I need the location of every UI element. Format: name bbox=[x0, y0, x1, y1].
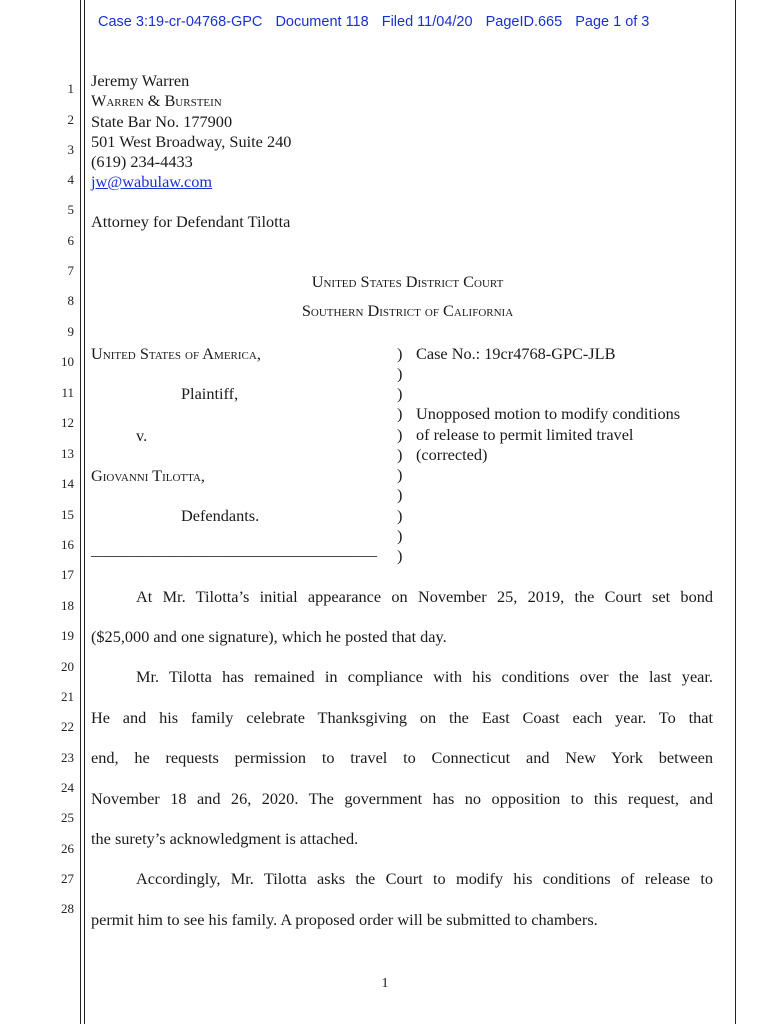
page-number: 1 bbox=[381, 976, 389, 991]
state-bar-number: State Bar No. 177900 bbox=[91, 112, 233, 131]
motion-title-line: of release to permit limited travel bbox=[416, 425, 634, 444]
document-number-header: Document 118 bbox=[275, 14, 369, 30]
body-line: Mr. Tilotta has remained in compliance with his conditions over the last year. bbox=[136, 667, 713, 686]
defendant-label: Defendants. bbox=[181, 506, 260, 525]
caption-underline: ____________________________________ bbox=[91, 540, 377, 559]
page-count-header: Page 1 of 3 bbox=[575, 14, 650, 30]
court-district: Southern District of California bbox=[301, 301, 514, 320]
caption-paren: ) bbox=[397, 506, 403, 525]
case-number-header: Case 3:19-cr-04768-GPC bbox=[98, 14, 263, 30]
attorney-role: Attorney for Defendant Tilotta bbox=[91, 212, 291, 231]
right-margin-rule bbox=[735, 0, 736, 1024]
line-number: 26 bbox=[61, 841, 74, 856]
line-number: 13 bbox=[61, 446, 74, 461]
line-number: 24 bbox=[61, 780, 74, 795]
caption-paren: ) bbox=[397, 344, 403, 363]
caption-paren: ) bbox=[397, 364, 403, 383]
line-number: 22 bbox=[61, 719, 74, 734]
ecf-header bbox=[98, 14, 658, 30]
line-number: 18 bbox=[61, 598, 74, 613]
line-number: 5 bbox=[67, 202, 74, 217]
line-number: 17 bbox=[61, 567, 74, 582]
motion-title-line: (corrected) bbox=[416, 445, 488, 464]
attorney-email-link[interactable]: jw@wabulaw.com bbox=[91, 172, 213, 191]
line-number: 1 bbox=[67, 81, 74, 96]
attorney-phone: (619) 234-4433 bbox=[91, 152, 193, 171]
plaintiff-party: United States of America, bbox=[91, 344, 261, 363]
left-margin-rule-inner bbox=[84, 0, 85, 1024]
left-margin-rule bbox=[80, 0, 81, 1024]
defendant-party: Giovanni Tilotta, bbox=[91, 466, 206, 485]
line-number: 15 bbox=[61, 507, 74, 522]
caption-paren: ) bbox=[397, 445, 403, 464]
line-number: 16 bbox=[61, 537, 74, 552]
line-number: 20 bbox=[61, 659, 74, 674]
line-number: 27 bbox=[61, 871, 74, 886]
line-number: 19 bbox=[61, 628, 74, 643]
line-number: 10 bbox=[61, 354, 74, 369]
line-number: 4 bbox=[67, 172, 74, 187]
caption-paren: ) bbox=[397, 485, 403, 504]
body-line: November 18 and 26, 2020. The government has no opposition to this request, and bbox=[91, 789, 713, 808]
line-number: 7 bbox=[67, 263, 74, 278]
filed-date-header: Filed 11/04/20 bbox=[381, 14, 473, 30]
line-number: 12 bbox=[61, 415, 74, 430]
body-line: the surety’s acknowledgment is attached. bbox=[91, 829, 359, 848]
court-name: United States District Court bbox=[311, 272, 504, 291]
case-number: Case No.: 19cr4768-GPC-JLB bbox=[416, 344, 616, 363]
body-line: At Mr. Tilotta’s initial appearance on November 25, 2019, the Court set bond bbox=[136, 587, 713, 606]
caption-paren: ) bbox=[397, 546, 403, 565]
line-number: 2 bbox=[67, 112, 74, 127]
line-number: 3 bbox=[67, 142, 74, 157]
caption-paren: ) bbox=[397, 425, 403, 444]
line-number: 14 bbox=[61, 476, 74, 491]
firm-name: Warren & Burstein bbox=[91, 91, 222, 110]
line-number: 23 bbox=[61, 750, 74, 765]
motion-title-line: Unopposed motion to modify conditions bbox=[416, 404, 681, 423]
attorney-name: Jeremy Warren bbox=[91, 71, 190, 90]
body-line: ($25,000 and one signature), which he posted that day. bbox=[91, 627, 447, 646]
plaintiff-label: Plaintiff, bbox=[181, 384, 239, 403]
line-number: 8 bbox=[67, 293, 74, 308]
attorney-address: 501 West Broadway, Suite 240 bbox=[91, 132, 292, 151]
body-line: end, he requests permission to travel to Connecticut and New York between bbox=[91, 748, 713, 767]
line-number: 25 bbox=[61, 810, 74, 825]
line-number: 6 bbox=[67, 233, 74, 248]
line-number: 11 bbox=[61, 385, 74, 400]
body-line: He and his family celebrate Thanksgiving on the East Coast each year. To that bbox=[91, 708, 713, 727]
versus: v. bbox=[136, 426, 148, 445]
line-number: 9 bbox=[67, 324, 74, 339]
line-number: 21 bbox=[61, 689, 74, 704]
caption-paren: ) bbox=[397, 384, 403, 403]
pageid-header: PageID.665 bbox=[485, 14, 563, 30]
body-line: permit him to see his family. A proposed order will be submitted to chambers. bbox=[91, 910, 598, 929]
caption-paren: ) bbox=[397, 465, 403, 484]
line-number: 28 bbox=[61, 901, 74, 916]
body-line: Accordingly, Mr. Tilotta asks the Court to modify his conditions of release to bbox=[136, 869, 713, 888]
caption-paren: ) bbox=[397, 526, 403, 545]
caption-paren: ) bbox=[397, 404, 403, 423]
